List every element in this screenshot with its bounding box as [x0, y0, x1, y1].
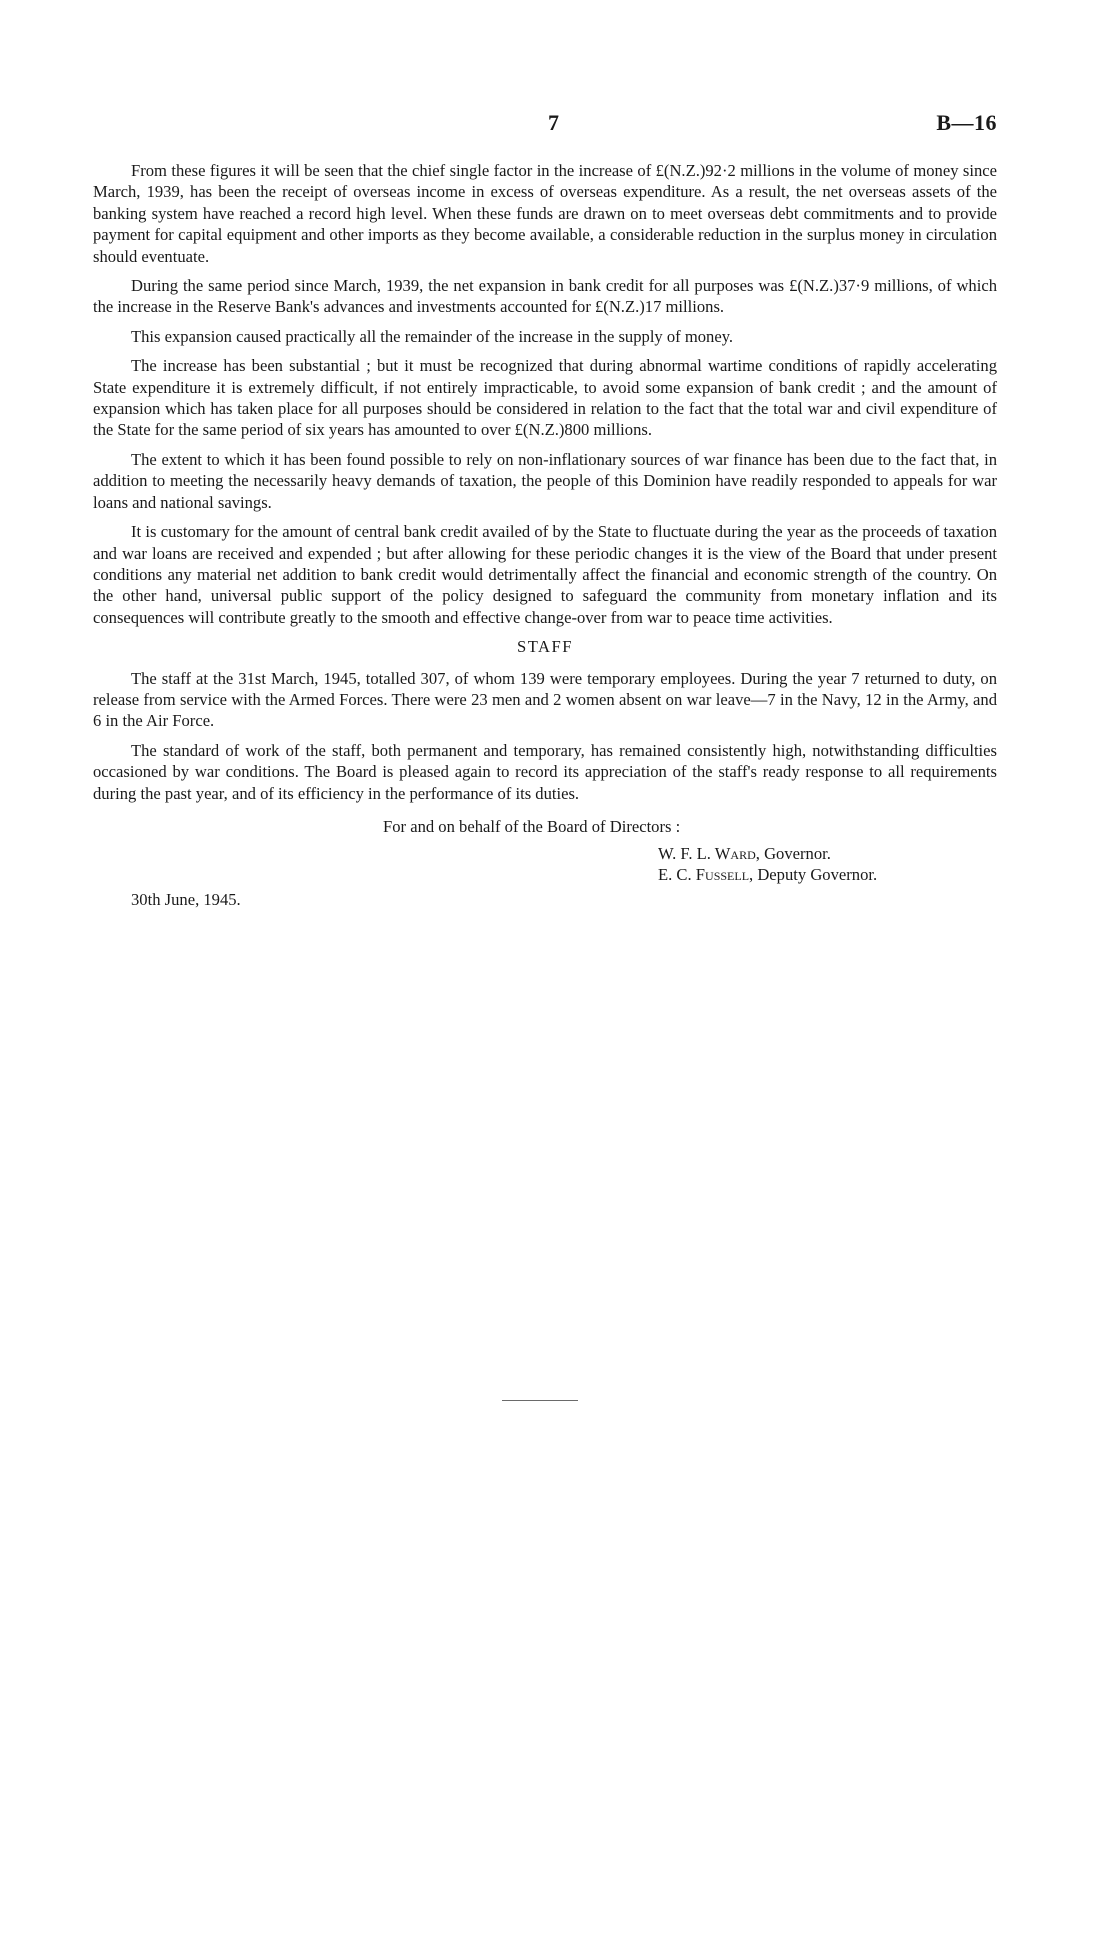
document-body	[93, 160, 997, 911]
signatory-deputy-governor-name: E. C. Fussell	[658, 865, 750, 885]
closing-behalf: For and on behalf of the Board of Directors :	[383, 816, 681, 836]
paragraph-staff-numbers: The staff at the 31st March, 1945, totalled 307, of whom 139 were temporary employees. During the year 7 returned to duty, on release from service with the Armed Forces. There were 23 men and 2 women absent on war leave—7 in the Navy, 12 in the Army, and 6 in the Air Force.	[93, 668, 997, 731]
signatory-deputy-governor	[658, 864, 997, 885]
paragraph-central-bank-credit: It is customary for the amount of central bank credit availed of by the State to fluctuate during the year as the proceeds of taxation and war loans are received and expended ; but after allowing for these periodic changes it is the view of the Board that under present conditions any material net addition to bank credit would detrimentally affect the financial and economic strength of the country. On the other hand, universal public support of the policy designed to safeguard the community from monetary inflation and its consequences will contribute greatly to the smooth and effective change-over from war to peace time activities.	[93, 522, 997, 627]
signatory-governor-title: , Governor.	[755, 844, 831, 864]
paragraph-staff-standard: The standard of work of the staff, both permanent and temporary, has remained consistently high, notwithstanding difficulties occasioned by war conditions. The Board is pleased again to record its appreciation of the staff's ready response to all requirements during the past year, and of its efficiency in the performance of its duties.	[93, 740, 997, 803]
end-divider	[502, 1400, 578, 1401]
page-number: 7	[548, 110, 559, 135]
paragraph-war-finance: The extent to which it has been found possible to rely on non-inflationary sources of war finance has been due to the fact that, in addition to meeting the necessarily heavy demands of taxation, the people of this Dominion have readily responded to appeals for war loans and national savings.	[93, 449, 997, 512]
paragraph-overseas-income: From these figures it will be seen that the chief single factor in the increase of £(N.Z.)92·2 millions in the volume of money since March, 1939, has been the receipt of overseas income in excess of overseas expenditure. As a result, the net overseas assets of the banking system have reached a record high level. When these funds are drawn on to meet overseas debt commitments and to provide payment for capital equipment and other imports as they become available, a considerable reduction in the surplus money in circulation should eventuate.	[93, 161, 997, 266]
section-heading-staff: STAFF	[517, 637, 573, 657]
paragraph-expansion: This expansion caused practically all the remainder of the increase in the supply of money.	[131, 326, 734, 346]
signatory-governor-name: W. F. L. Ward	[658, 844, 756, 864]
document-reference: B—16	[936, 110, 997, 135]
paragraph-increase: The increase has been substantial ; but it must be recognized that during abnormal wartime conditions of rapidly accelerating State expenditure it is extremely difficult, if not entirely impracticable, to avoid some expansion of bank credit ; and the amount of expansion which has taken place for all purposes should be considered in relation to the fact that the total war and civil expenditure of the State for the same period of six years has amounted to over £(N.Z.)800 millions.	[93, 356, 997, 440]
signatory-deputy-governor-title: , Deputy Governor.	[749, 865, 878, 885]
paragraph-bank-credit: During the same period since March, 1939, the net expansion in bank credit for all purposes was £(N.Z.)37·9 millions, of which the increase in the Reserve Bank's advances and investments accounted for £(N.Z.)17 millions.	[93, 276, 997, 317]
document-date: 30th June, 1945.	[131, 890, 241, 910]
signature-block	[93, 843, 997, 885]
signatory-governor	[658, 843, 997, 864]
